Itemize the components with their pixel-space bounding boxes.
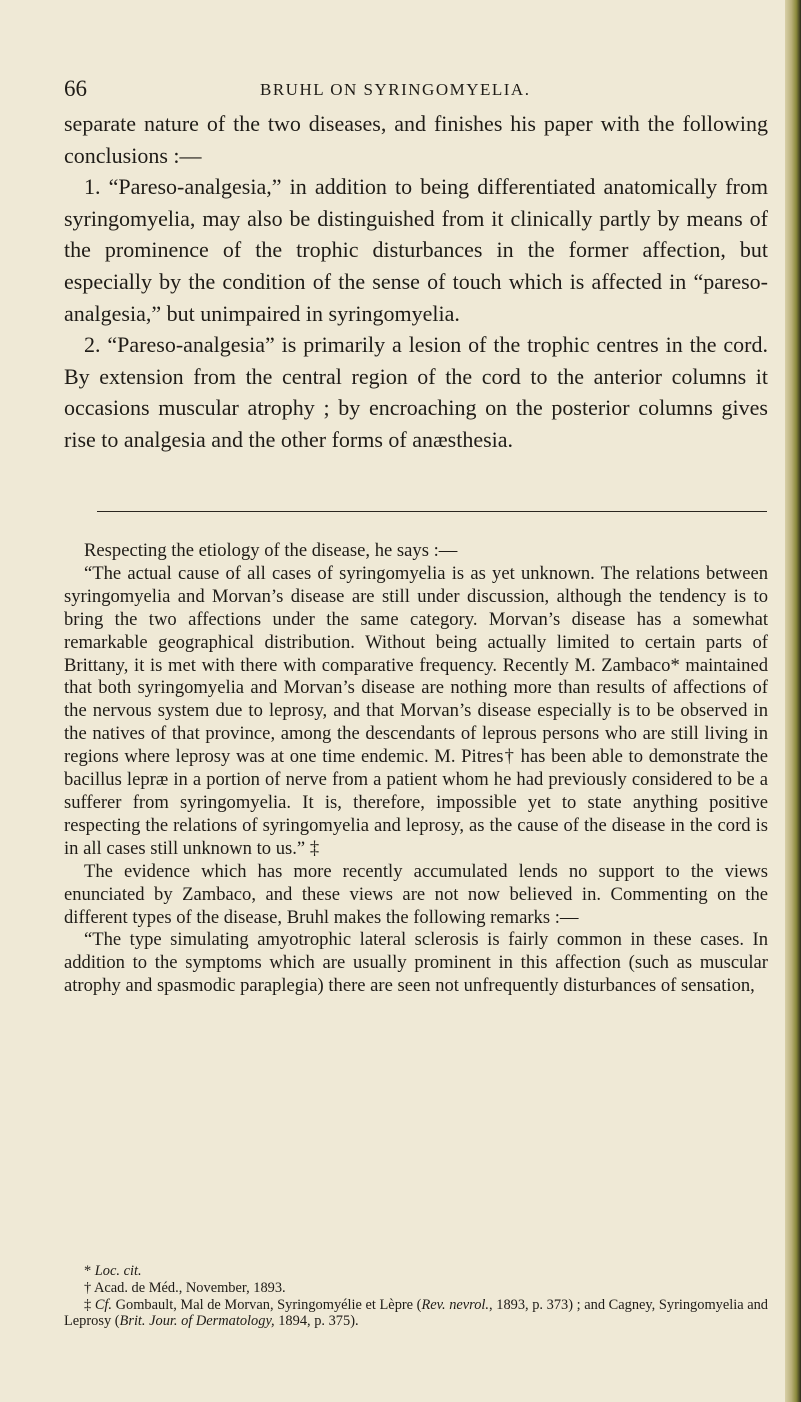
section-divider	[97, 511, 767, 512]
page-edge-binding	[785, 0, 801, 1402]
conclusion-2: 2. “Pareso-analgesia” is primarily a lesion of the trophic centres in the cord. By extension from the central region of the cord to the anterior columns it occasions muscular atrophy ; by encroaching on the posterior columns gives rise to analgesia and the other forms of anæsthesia.	[64, 332, 768, 452]
quotation-types: “The type simulating amyotrophic lateral sclerosis is fairly common in these cases. In addition to the symptoms which are usually prominent in this affection (such as muscular atrophy and spasmodic paraplegia) there are seen not unfrequently disturbances of sensation,	[64, 929, 768, 997]
footnote-2-text: Acad. de Méd., November, 1893.	[94, 1279, 286, 1296]
footnote-3-text-c: 1894, p. 375).	[274, 1313, 359, 1330]
footnote-3-journal-2: Brit. Jour. of Dermatology,	[119, 1313, 275, 1330]
small-paragraph-1: Respecting the etiology of the disease, he says :—	[84, 540, 458, 561]
quotation-etiology: “The actual cause of all cases of syringomyelia is as yet unknown. The relations between syringomyelia and Morvan’s disease are still under discussion, although the tendency is to bring the two affections under the same category. Morvan’s disease has a somewhat remarkable geographical distribution. Without being actually limited to certain parts of Brittany, it is met with there with comparative frequency. Recently M. Zambaco* maintained that both syringomyelia and Morvan’s disease are nothing more than results of affections of the nervous system due to leprosy, and that Morvan’s disease especially is to be observed in the natives of that province, among the descendants of leprous persons who are still living in regions where leprosy was at one time endemic. M. Pitres† has been able to demonstrate the bacillus lepræ in a portion of nerve from a patient whom he had previously considered to be a sufferer from syringomyelia. It is, therefore, impossible yet to state anything positive respecting the relations of syringomyelia and leprosy, as the cause of the disease in the cord is in all cases still unknown to us.” ‡	[64, 562, 768, 859]
conclusion-1: 1. “Pareso-analgesia,” in addition to being differentiated anatomically from syringomyelia, may also be distinguished from it clinically partly by means of the prominence of the trophic disturbances in the former affection, but especially by the condition of the sense of touch which is affected in “pareso-analgesia,” but unimpaired in syringomyelia.	[64, 174, 768, 326]
footnote-mark: *	[84, 1263, 95, 1279]
footnote-3-text-b: , 1893, p. 373) ; and Cagney, Syringomyelia and Leprosy (	[64, 1296, 768, 1330]
footnote-3	[64, 1297, 768, 1331]
footnote-3-cf: Cf.	[94, 1296, 113, 1313]
footnote-2	[64, 1280, 768, 1297]
running-head: BRUHL ON SYRINGOMYELIA.	[260, 80, 531, 99]
footnote-mark: ‡	[84, 1296, 95, 1313]
small-paragraph-3: The evidence which has more recently accumulated lends no support to the views enunciated by Zambaco, and these views are not now believed in. Commenting on the different types of the disease, Bruhl makes the following remarks :—	[64, 860, 768, 928]
footnote-1-text: Loc. cit.	[94, 1263, 142, 1279]
small-print-text	[64, 540, 768, 998]
page-number: 66	[64, 76, 87, 101]
footnotes	[64, 1263, 768, 1330]
footnote-3-journal-1: Rev. nevrol.	[421, 1296, 490, 1313]
main-paragraph-1: separate nature of the two diseases, and finishes his paper with the following conclusions :—	[64, 111, 768, 168]
footnote-1	[64, 1263, 768, 1280]
footnote-3-text-a: Gombault, Mal de Morvan, Syringomyélie et Lèpre (	[112, 1296, 422, 1313]
page-header	[64, 76, 764, 106]
footnote-mark: †	[84, 1279, 94, 1296]
main-text	[64, 108, 768, 456]
